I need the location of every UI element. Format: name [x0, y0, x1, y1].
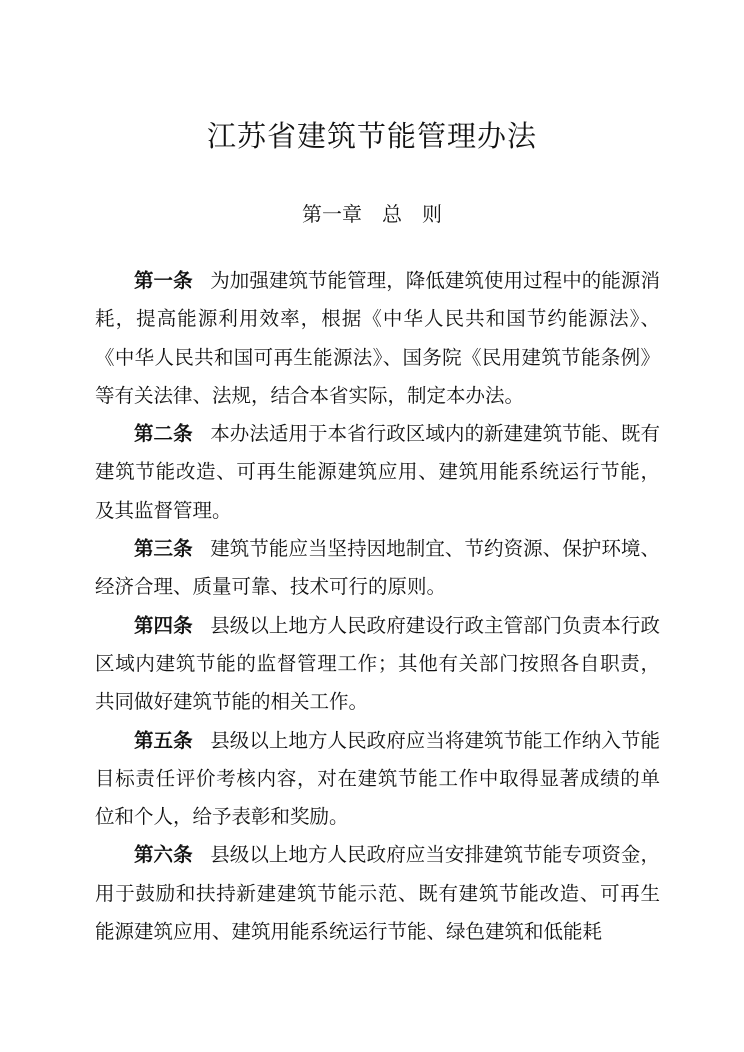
- article-2: [95, 415, 660, 530]
- article-number: 第三条: [134, 537, 193, 561]
- document-title: 江苏省建筑节能管理办法: [206, 119, 537, 153]
- article-number: 第四条: [134, 613, 193, 637]
- chapter-heading: 第一章 总 则: [302, 202, 442, 226]
- article-text: 建筑节能应当坚持因地制宜、节约资源、保护环境、经济合理、质量可靠、技术可行的原则。: [95, 537, 660, 599]
- article-3: [95, 530, 660, 607]
- article-number: 第一条: [134, 269, 193, 292]
- article-text: 本办法适用于本省行政区域内的新建建筑节能、既有建筑节能改造、可再生能源建筑应用、建筑用能系统运行节能，及其监督管理。: [95, 422, 660, 522]
- article-6: [95, 836, 660, 951]
- article-1: [95, 262, 660, 415]
- article-text: 为加强建筑节能管理，降低建筑使用过程中的能源消耗，提高能源利用效率，根据《中华人民共和国节约能源法》、《中华人民共和国可再生能源法》、国务院《民用建筑节能条例》等有关法律、法规，结合本省实际，制定本办法。: [95, 269, 660, 407]
- article-text: 县级以上地方人民政府应当将建筑节能工作纳入节能目标责任评价考核内容，对在建筑节能工作中取得显著成绩的单位和个人，给予表彰和奖励。: [95, 728, 660, 829]
- article-text: 县级以上地方人民政府应当安排建筑节能专项资金，用于鼓励和扶持新建建筑节能示范、既有建筑节能改造、可再生能源建筑应用、建筑用能系统运行节能、绿色建筑和低能耗: [95, 843, 660, 944]
- article-5: [95, 722, 660, 837]
- document-body: [95, 262, 660, 951]
- article-number: 第二条: [134, 422, 193, 446]
- article-4: [95, 607, 660, 722]
- article-number: 第五条: [134, 728, 193, 752]
- article-number: 第六条: [134, 843, 193, 867]
- article-text: 县级以上地方人民政府建设行政主管部门负责本行政区域内建筑节能的监督管理工作；其他有关部门按照各自职责，共同做好建筑节能的相关工作。: [95, 613, 660, 714]
